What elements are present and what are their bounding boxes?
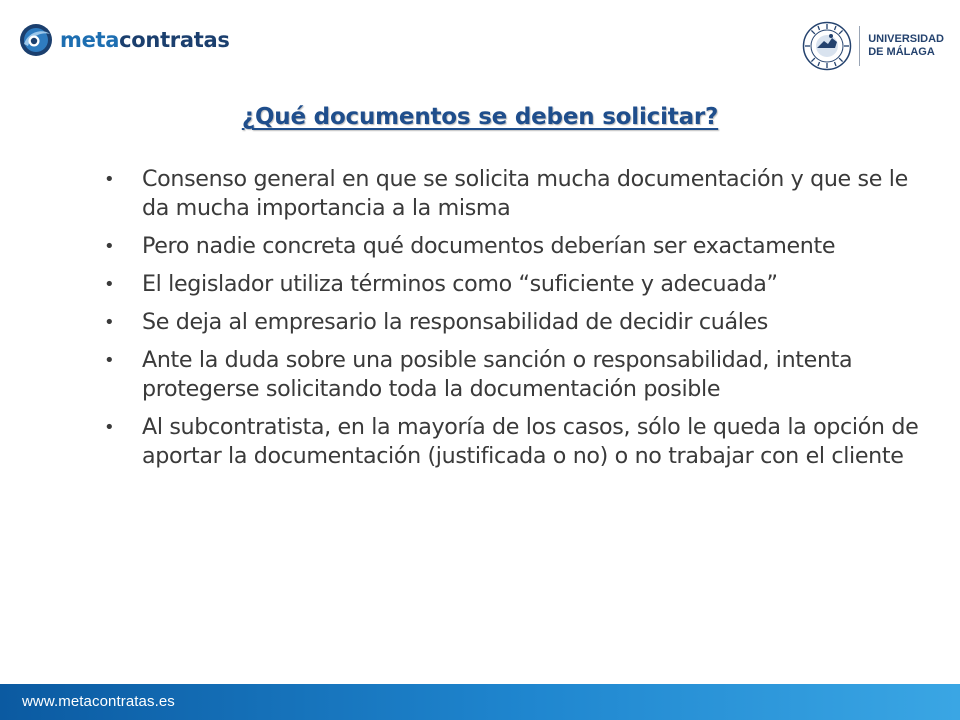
bullet-item bbox=[102, 270, 922, 299]
bullet-text: Al subcontratista, en la mayoría de los casos, sólo le queda la opción de aportar la documentación (justificada o no) o no trabajar con el cliente bbox=[142, 414, 919, 469]
bullet-item bbox=[102, 413, 922, 471]
wordmark-part2: contratas bbox=[119, 27, 230, 52]
universidad-malaga-logo bbox=[802, 16, 944, 76]
bullet-list bbox=[102, 165, 922, 480]
bullet-text: Ante la duda sobre una posible sanción o responsabilidad, intenta protegerse solicitando toda la documentación posible bbox=[142, 347, 853, 402]
bullet-text: El legislador utiliza términos como “suficiente y adecuada” bbox=[142, 271, 778, 297]
bullet-icon: • bbox=[104, 236, 115, 257]
bullet-icon: • bbox=[104, 350, 115, 371]
bullet-item bbox=[102, 232, 922, 261]
bullet-item bbox=[102, 165, 922, 223]
wordmark-part1: meta bbox=[60, 27, 120, 52]
metacontratas-wordmark bbox=[60, 27, 230, 52]
slide-title: ¿Qué documentos se deben solicitar? bbox=[241, 104, 719, 130]
footer-url-link[interactable]: www.metacontratas.es bbox=[22, 693, 175, 710]
university-name bbox=[868, 33, 944, 59]
footer-bar bbox=[0, 684, 960, 720]
university-seal-icon bbox=[802, 21, 852, 71]
bullet-icon: • bbox=[104, 169, 115, 190]
bullet-icon: • bbox=[104, 274, 115, 295]
bullet-item bbox=[102, 346, 922, 404]
bullet-icon: • bbox=[104, 312, 115, 333]
metacontratas-logo-icon bbox=[18, 22, 54, 58]
bullet-text: Consenso general en que se solicita mucha documentación y que se le da mucha importancia a la misma bbox=[142, 166, 908, 221]
bullet-text: Se deja al empresario la responsabilidad de decidir cuáles bbox=[142, 309, 769, 335]
university-name-line2: DE MÁLAGA bbox=[868, 46, 935, 58]
bullet-text: Pero nadie concreta qué documentos deberían ser exactamente bbox=[142, 233, 836, 259]
bullet-icon: • bbox=[104, 417, 115, 438]
bullet-item bbox=[102, 308, 922, 337]
metacontratas-logo bbox=[18, 20, 230, 60]
university-name-line1: UNIVERSIDAD bbox=[868, 33, 944, 45]
logo-divider bbox=[859, 26, 860, 66]
